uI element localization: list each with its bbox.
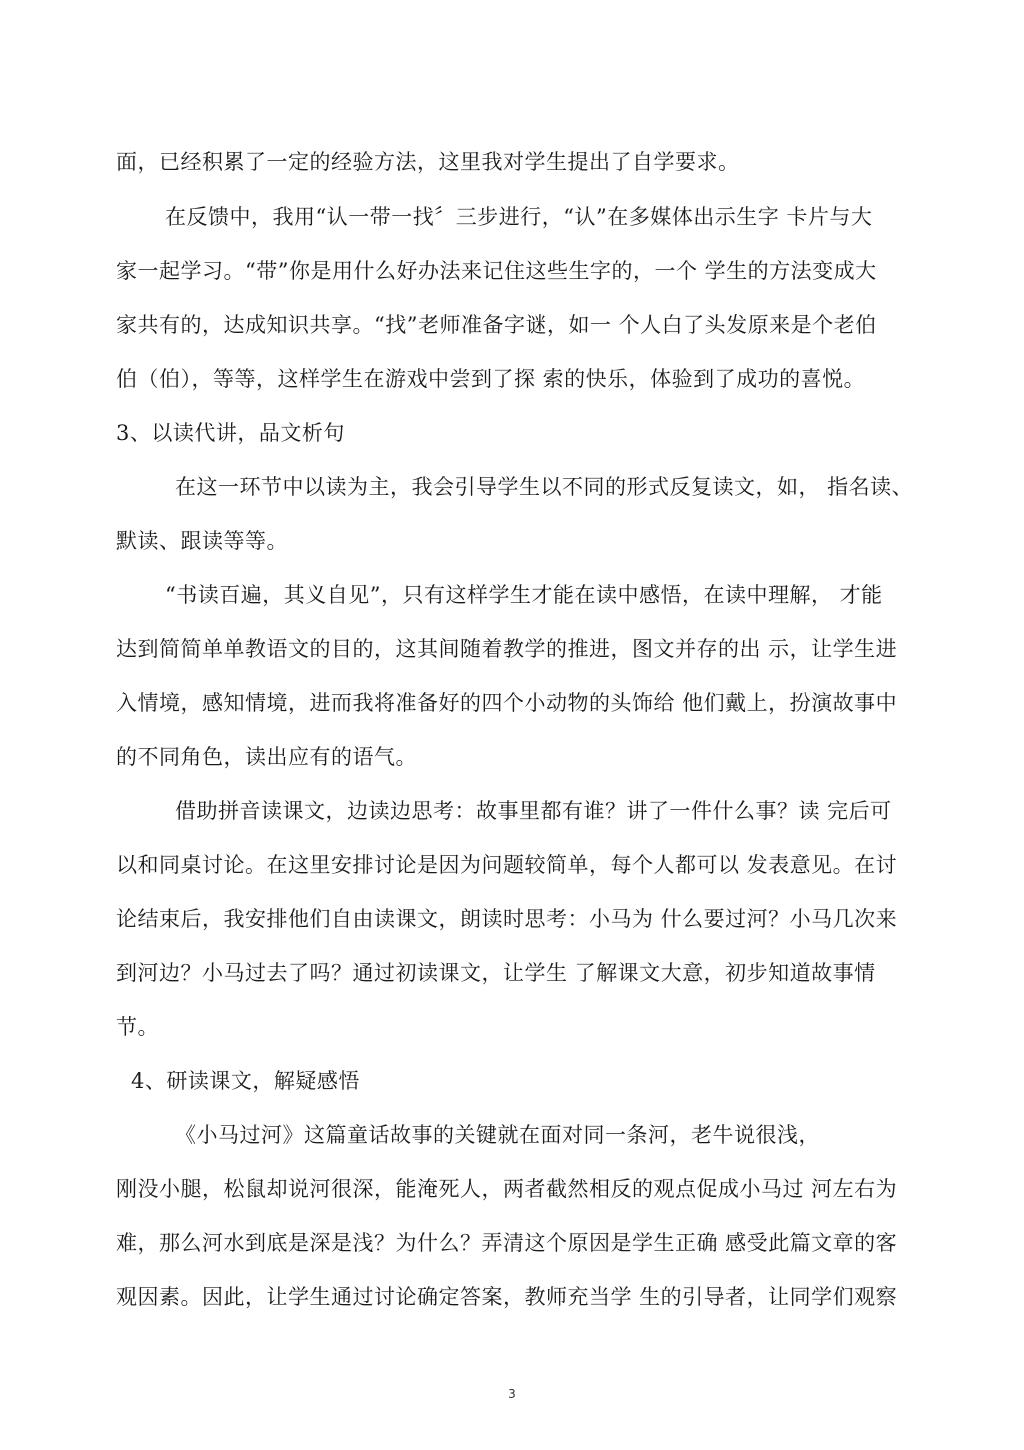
text-line: 节。 [116,1015,159,1039]
page-number: 3 [508,1387,516,1401]
text-line: 观因素。因此，让学生通过讨论确定答案，教师充当学 生的引导者，让同学们观察 [116,1285,898,1309]
text-line: 的不同角色，读出应有的语气。 [116,745,417,769]
text-line: 到河边？小马过去了吗？通过初读课文，让学生 了解课文大意，初步知道故事情 [116,961,876,985]
text-line: 达到简简单单教语文的目的，这其间随着教学的推进，图文并存的出 示，让学生进 [116,637,898,661]
text-line: 家一起学习。“带”你是用什么好办法来记住这些生字的，一个 学生的方法变成大 [116,259,877,283]
text-line: 家共有的，达成知识共享。“找”老师准备字谜，如一 个人白了头发原来是个老伯 [116,313,877,337]
section-heading: 4、研读课文，解疑感悟 [131,1069,360,1093]
text-line: 借助拼音读课文，边读边思考：故事里都有谁？讲了一件什么事？读 完后可 [175,799,892,823]
text-line: 伯（伯），等等，这样学生在游戏中尝到了探 索的快乐，体验到了成功的喜悦。 [116,367,866,391]
text-line: 在这一环节中以读为主，我会引导学生以不同的形式反复读文，如， 指名读、 [175,475,914,499]
text-line: “书读百遍，其义自见”，只有这样学生才能在读中感悟，在读中理解， 才能 [165,583,883,607]
section-heading: 3、以读代讲，品文析句 [116,421,345,445]
text-line: 面，已经积累了一定的经验方法，这里我对学生提出了自学要求。 [116,150,740,174]
text-line: 难，那么河水到底是深是浅？为什么？弄清这个原因是学生正确 感受此篇文章的客 [116,1231,898,1255]
text-line: 默读、跟读等等。 [116,529,288,553]
text-line: 《小马过河》这篇童话故事的关键就在面对同一条河，老牛说很浅， [175,1123,820,1147]
text-line: 在反馈中，我用“认一带一找〞三步进行，“认”在多媒体出示生字 卡片与大 [165,205,873,229]
text-line: 以和同桌讨论。在这里安排讨论是因为问题较简单，每个人都可以 发表意见。在讨 [116,853,898,877]
text-line: 论结束后，我安排他们自由读课文，朗读时思考：小马为 什么要过河？小马几次来 [116,907,898,931]
text-line: 入情境，感知情境，进而我将准备好的四个小动物的头饰给 他们戴上，扮演故事中 [116,691,898,715]
text-line: 刚没小腿，松鼠却说河很深，能淹死人，两者截然相反的观点促成小马过 河左右为 [116,1177,898,1201]
